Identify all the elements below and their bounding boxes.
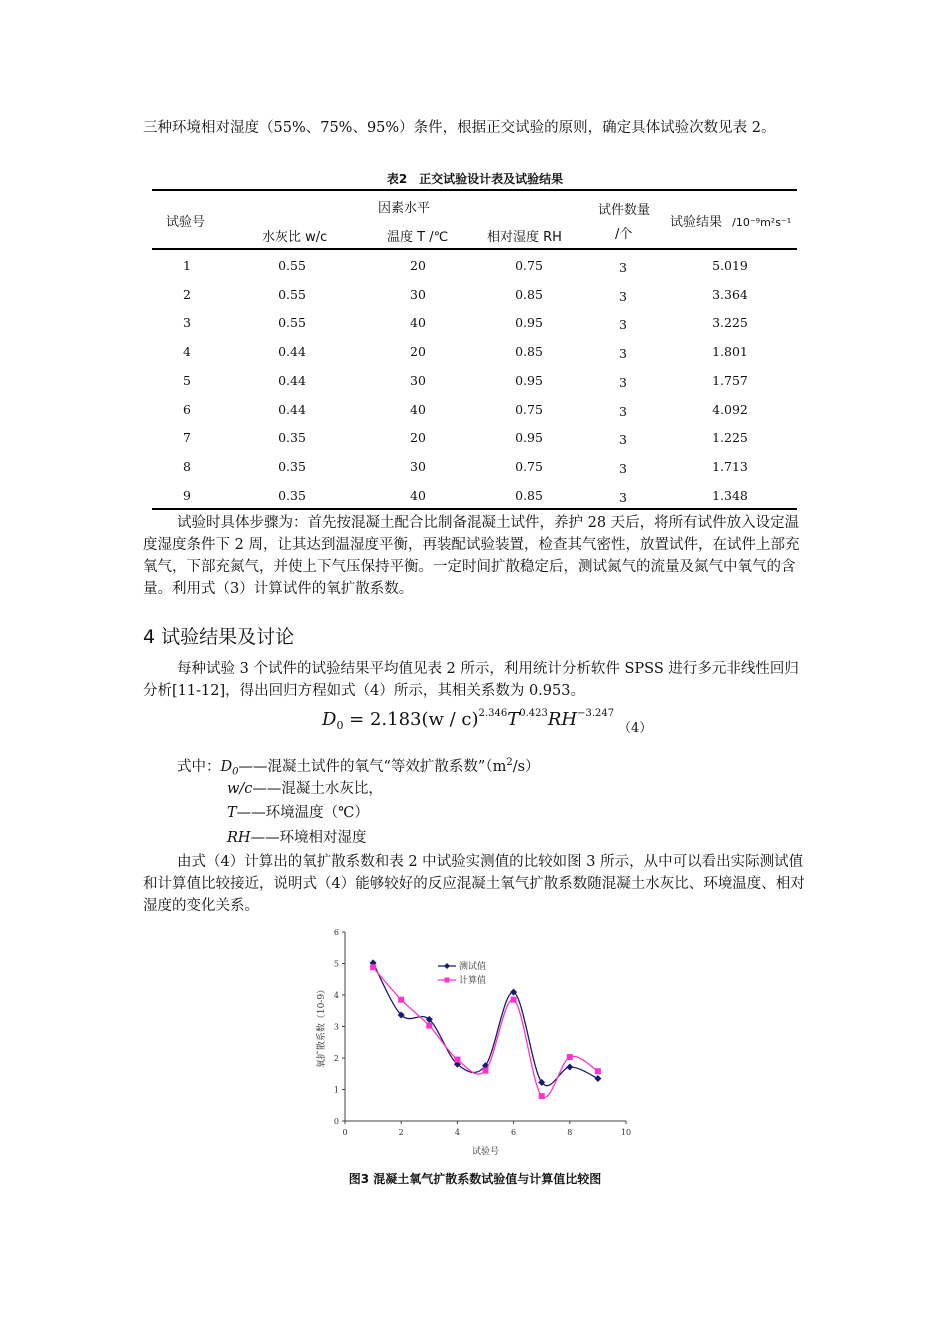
table-bottom-rule	[152, 508, 797, 510]
table-cell-wc: 0.44	[278, 372, 306, 388]
legend-label-1: 计算值	[459, 976, 487, 986]
table-cell-t: 40	[410, 401, 426, 417]
eq-exp1: 2.346	[478, 708, 508, 719]
table-cell-n: 3	[619, 432, 627, 448]
table-cell-t: 20	[410, 258, 426, 273]
table-cell-res: 1.348	[712, 487, 748, 503]
eq-lhs-sub: 0	[336, 719, 344, 732]
table-cell-no: 1	[183, 258, 191, 273]
regression-equation	[322, 708, 614, 732]
y-tick-label: 6	[333, 928, 339, 937]
data-point-calculated	[454, 1057, 460, 1063]
table-header-rule	[152, 248, 797, 250]
y-tick-label: 4	[333, 991, 339, 1000]
y-tick-label: 0	[333, 1117, 339, 1126]
comparison-chart	[300, 920, 660, 1165]
data-point-calculated	[483, 1068, 489, 1074]
x-tick-label: 0	[342, 1128, 348, 1137]
def-d0-text: ——混凝土试件的氧气“等效扩散系数”（m	[238, 758, 507, 775]
header-count: 试件数量	[598, 203, 651, 218]
data-point-calculated	[370, 964, 376, 970]
y-tick-label: 1	[333, 1085, 339, 1095]
table-cell-n: 3	[619, 317, 627, 333]
table-cell-wc: 0.35	[278, 458, 306, 474]
table-cell-no: 3	[183, 315, 191, 331]
table-cell-no: 9	[183, 487, 191, 503]
def-wc-text: ——混凝土水灰比，	[252, 781, 383, 797]
table-cell-n: 3	[619, 374, 627, 390]
table-cell-no: 5	[183, 372, 191, 388]
table-cell-n: 3	[619, 460, 627, 476]
procedure-paragraph: 试验时具体步骤为：首先按混凝土配合比制备混凝土试件，养护 28 天后，将所有试件放入设定温度湿度条件下 2 周，让其达到温湿度平衡，再装配试验装置，检查其气密性，放置试件，在试件上部充氧气，下部充氮气，并使上下气压保持平衡。一定时间扩散稳定后，测试氮气的流量及氮气中氧气的含量。利用式（3）计算试件的氧扩散系数。	[143, 515, 800, 597]
eq-exp3: −3.247	[577, 708, 615, 719]
eq-lhs: D	[322, 709, 337, 730]
table-cell-res: 1.757	[712, 372, 748, 388]
def-d0-symbol: D	[220, 758, 233, 775]
equation-number: （4）	[618, 721, 653, 736]
table-cell-res: 3.225	[712, 315, 748, 331]
table-cell-t: 40	[410, 487, 426, 503]
table-cell-res: 4.092	[712, 401, 748, 417]
def-wc-symbol: w/c	[227, 781, 253, 797]
definition-wc	[227, 778, 383, 800]
data-point-measured	[566, 1064, 573, 1071]
table-cell-rh: 0.85	[515, 487, 543, 503]
eq-rh: RH	[547, 709, 578, 730]
y-axis-title: 氧扩散系数（10-9）	[317, 984, 327, 1069]
intro-paragraph: 三种环境相对湿度（55%、75%、95%）条件，根据正交试验的原则，确定具体试验次数见表 2。	[143, 120, 776, 136]
def-d0-sup: 2	[506, 757, 513, 768]
table-cell-rh: 0.95	[515, 315, 543, 331]
x-tick-label: 2	[398, 1128, 404, 1137]
table-cell-n: 3	[619, 489, 627, 505]
table-cell-wc: 0.35	[278, 430, 306, 446]
table-cell-t: 20	[410, 344, 426, 360]
data-point-calculated	[567, 1054, 573, 1060]
table-cell-rh: 0.85	[515, 286, 543, 302]
legend-marker-calculated	[445, 978, 450, 983]
table-cell-res: 3.364	[712, 286, 748, 302]
table-cell-wc: 0.55	[278, 286, 306, 302]
table-cell-n: 3	[619, 260, 627, 275]
table-cell-rh: 0.85	[515, 344, 543, 360]
table-cell-wc: 0.44	[278, 401, 306, 417]
y-tick-label: 3	[333, 1022, 339, 1032]
table-cell-res: 1.225	[712, 430, 748, 446]
series-line-1	[373, 967, 598, 1097]
figure-caption: 图3 混凝土氧气扩散系数试验值与计算值比较图	[348, 1172, 602, 1186]
eq-exp2: 0.423	[519, 708, 548, 719]
table-cell-rh: 0.95	[515, 430, 543, 446]
def-d0-sub: 0	[232, 766, 239, 778]
table-cell-no: 8	[183, 458, 191, 474]
table-cell-rh: 0.95	[515, 372, 543, 388]
table-cell-no: 4	[183, 344, 191, 360]
x-tick-label: 10	[620, 1128, 632, 1137]
eq-coef: = 2.183(w / c)	[343, 709, 479, 730]
data-point-measured	[594, 1075, 601, 1082]
data-point-calculated	[539, 1093, 545, 1099]
header-result	[670, 211, 791, 230]
def-rh-symbol: RH	[227, 830, 251, 846]
x-tick-label: 8	[567, 1128, 573, 1137]
table-cell-rh: 0.75	[515, 458, 543, 474]
x-axis-title: 试验号	[471, 1147, 500, 1157]
definition-rh	[227, 827, 367, 849]
table-cell-wc: 0.44	[278, 344, 306, 360]
def-lead: 式中：	[177, 758, 221, 775]
table-cell-wc: 0.55	[278, 258, 306, 273]
y-tick-label: 5	[333, 959, 339, 969]
def-t-symbol: T	[227, 805, 237, 821]
eq-t: T	[507, 709, 520, 730]
table-cell-n: 3	[619, 403, 627, 419]
def-t-text: ——环境温度（℃）	[236, 805, 369, 821]
data-point-calculated	[426, 1023, 432, 1029]
definition-t	[227, 802, 369, 824]
header-rh: 相对湿度 RH	[487, 230, 562, 245]
legend-marker-measured	[444, 963, 450, 969]
table-cell-wc: 0.55	[278, 315, 306, 331]
table-cell-res: 1.801	[712, 344, 748, 360]
table-cell-t: 40	[410, 315, 426, 331]
table-cell-t: 20	[410, 430, 426, 446]
table-cell-t: 30	[410, 458, 426, 474]
table-top-rule	[152, 189, 797, 191]
table-caption: 表2 正交试验设计表及试验结果	[386, 172, 564, 186]
header-trial-no: 试验号	[166, 215, 206, 230]
header-result-label: 试验结果	[670, 215, 723, 230]
data-point-calculated	[511, 997, 517, 1003]
table-cell-n: 3	[619, 288, 627, 304]
header-factor-group: 因素水平	[378, 201, 431, 216]
table-cell-wc: 0.35	[278, 487, 306, 503]
def-d0-end: /s）	[512, 758, 540, 775]
def-rh-text: ——环境相对湿度	[250, 830, 367, 846]
table-cell-rh: 0.75	[515, 258, 543, 273]
table-cell-no: 7	[183, 430, 191, 446]
comparison-paragraph: 由式（4）计算出的氧扩散系数和表 2 中试验实测值的比较如图 3 所示，从中可以看出实际测试值和计算值比较接近，说明式（4）能够较好的反应混凝土氧气扩散系数随混凝土水灰比、环境温度、相对湿度的变化关系。	[143, 854, 805, 914]
table-cell-t: 30	[410, 372, 426, 388]
data-point-calculated	[398, 997, 404, 1003]
section-heading: 4 试验结果及讨论	[143, 626, 295, 648]
results-paragraph: 每种试验 3 个试件的试验结果平均值见表 2 所示，利用统计分析软件 SPSS 进行多元非线性回归分析[11-12]，得出回归方程如式（4）所示，其相关系数为 0.953。	[143, 661, 799, 699]
table-cell-no: 2	[183, 286, 191, 302]
table-cell-t: 30	[410, 286, 426, 302]
header-wc: 水灰比 w/c	[262, 230, 328, 245]
table-cell-no: 6	[183, 401, 191, 417]
table-cell-rh: 0.75	[515, 401, 543, 417]
legend-label-0: 测试值	[459, 962, 487, 972]
table-cell-res: 5.019	[712, 258, 748, 273]
data-point-calculated	[595, 1068, 601, 1074]
table-cell-n: 3	[619, 346, 627, 362]
x-tick-label: 6	[511, 1128, 517, 1137]
header-result-unit: /10⁻⁹m²s⁻¹	[732, 216, 792, 229]
y-tick-label: 2	[333, 1054, 339, 1063]
header-count-unit: /个	[615, 227, 633, 242]
header-temp: 温度 T /℃	[387, 230, 449, 245]
table-cell-res: 1.713	[712, 458, 748, 474]
x-tick-label: 4	[454, 1128, 460, 1137]
